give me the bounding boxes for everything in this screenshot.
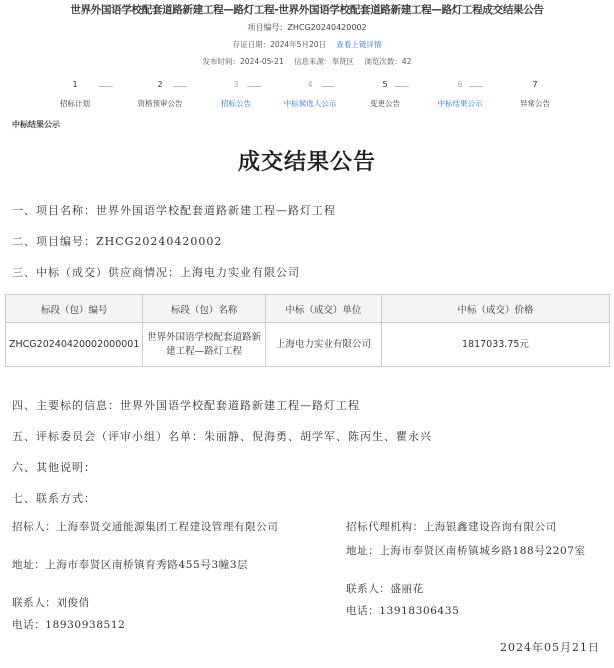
step-7[interactable] [495, 78, 575, 109]
step-label: 变更公告 [370, 99, 400, 108]
col-header-price: 中标（成交）价格 [381, 295, 609, 323]
page-title: 世界外国语学校配套道路新建工程—路灯工程-世界外国语学校配套道路新建工程—路灯工程成交结果公告 [70, 4, 544, 16]
step-1[interactable] [35, 78, 115, 109]
committee-list: 五、评标委员会（评审小组）名单：朱丽静、倪海勇、胡学军、陈丙生、瞿永兴 [12, 430, 432, 443]
publish-meta [0, 56, 614, 67]
tenderer-name: 招标人：上海奉贤交通能源集团工程建设管理有限公司 [12, 521, 279, 533]
project-code: 二、项目编号：ZHCG20240420002 [12, 235, 223, 248]
project-name: 一、项目名称：世界外国语学校配套道路新建工程—路灯工程 [12, 204, 336, 217]
section-label: 中标结果公示 [12, 120, 60, 129]
step-label: 资格预审公告 [137, 99, 183, 108]
step-3[interactable] [196, 78, 276, 109]
cell-code: ZHCG20240420002000001 [6, 323, 143, 367]
step-number: 7 [532, 80, 538, 89]
col-header-unit: 中标（成交）单位 [265, 295, 381, 323]
tenderer-contact: 联系人：刘俊俏 [12, 597, 90, 609]
step-number: 5 [382, 80, 388, 89]
step-2[interactable] [120, 78, 200, 109]
tenderer-address: 地址：上海市奉贤区南桥镇育秀路455号3幢3层 [12, 559, 249, 571]
agent-phone: 电话：13918306435 [346, 605, 460, 617]
step-label: 招标计划 [60, 99, 90, 108]
view-chain-link[interactable]: 查看上链详情 [336, 40, 382, 49]
process-steps [0, 78, 614, 114]
agent-address: 地址：上海市奉贤区南桥镇城乡路188号2207室 [346, 545, 586, 557]
agent-contact: 联系人：盛丽花 [346, 583, 424, 595]
cell-name: 世界外国语学校配套道路新建工程—路灯工程 [143, 323, 265, 367]
archive-date: 存证日期：2024年5月20日 [232, 40, 326, 49]
tenderer-phone: 电话：18930938512 [12, 619, 126, 631]
table-row [6, 323, 610, 367]
publish-time: 发布时间：2024-05-21 [202, 57, 284, 66]
cell-price: 1817033.75元 [381, 323, 609, 367]
contact-heading: 七、联系方式： [12, 492, 96, 505]
view-count: 浏览次数：42 [364, 57, 412, 66]
step-number: 3 [233, 80, 239, 89]
step-label: 中标结果公示 [437, 99, 483, 108]
step-number: 1 [72, 80, 78, 89]
step-label: 招标公告 [221, 99, 251, 108]
cell-unit: 上海电力实业有限公司 [265, 323, 381, 367]
step-5[interactable] [345, 78, 425, 109]
table-header-row [6, 295, 610, 323]
agent-name: 招标代理机构：上海银鑫建设咨询有限公司 [346, 521, 557, 533]
step-4[interactable] [270, 78, 350, 109]
publish-date: 2024年05月21日 [500, 641, 600, 654]
step-number: 4 [307, 80, 313, 89]
supplier-info: 三、中标（成交）供应商情况：上海电力实业有限公司 [12, 266, 300, 279]
info-source: 信息来源：奉贤区 [294, 57, 355, 66]
main-subject: 四、主要标的信息：世界外国语学校配套道路新建工程—路灯工程 [12, 399, 360, 412]
col-header-code: 标段（包）编号 [6, 295, 143, 323]
step-label: 中标候选人公示 [283, 99, 337, 108]
archive-info [0, 39, 614, 50]
col-header-name: 标段（包）名称 [143, 295, 265, 323]
step-label: 异常公告 [520, 99, 550, 108]
project-number: 项目编号：ZHCG20240420002 [247, 23, 367, 32]
document-title: 成交结果公告 [237, 150, 376, 175]
step-6[interactable] [420, 78, 500, 109]
result-table [5, 294, 610, 367]
other-notes: 六、其他说明： [12, 461, 96, 474]
step-number: 2 [157, 80, 163, 89]
step-number: 6 [457, 80, 463, 89]
